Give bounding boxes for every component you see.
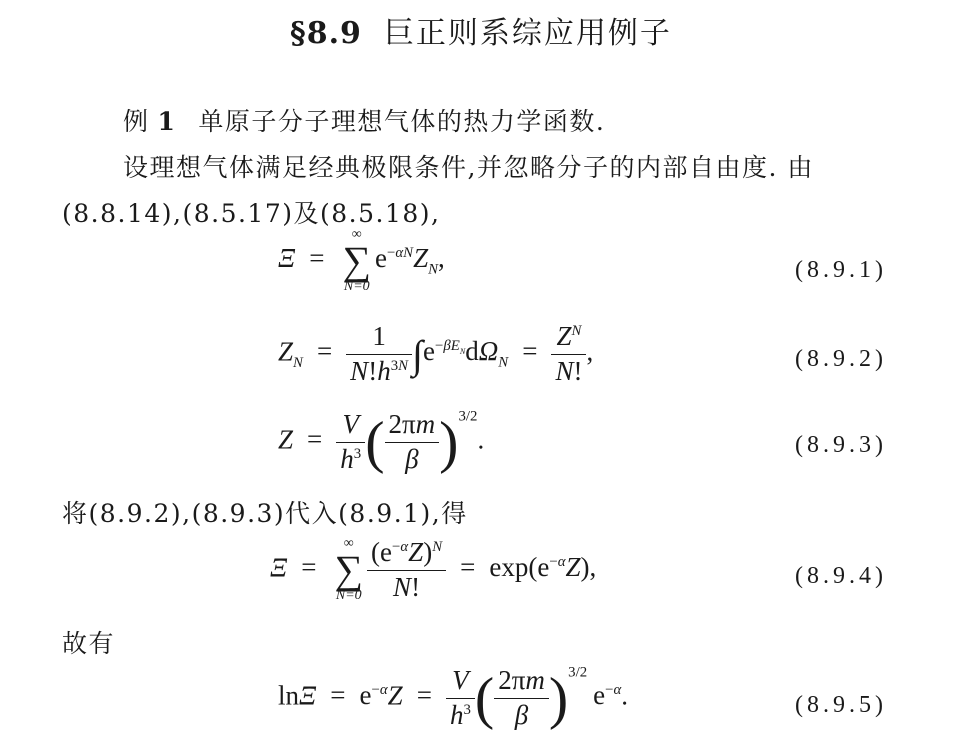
example-title: 单原子分子理想气体的热力学函数. [198, 107, 606, 136]
equation-8-9-5: $\ln\Xi = e^{-\alpha}Z$ = $\frac{V}{h^3}$ ( $\frac{2\pi m}{\beta}$ )$^{3/2}e^{-\alpha}$. [278, 664, 629, 731]
equation-8-9-3: Z = $\frac{V}{h^3}$ ( $\frac{2\pi m}{\beta}$ )$^{3/2}$. [278, 408, 485, 475]
equation-8-9-2: $Z_N$ = $\frac{1}{N!h^{3N}}$ $\int e^{-\beta E_N}d\Omega_N$ = $\frac{Z^N}{N!}$ , [278, 321, 594, 386]
equation-number-4: (8.9.4) [795, 563, 887, 589]
equation-number-2: (8.9.2) [795, 346, 887, 372]
hence-line: 故有 [62, 629, 116, 658]
section-number: §8.9 [290, 16, 362, 51]
equation-number-1: (8.9.1) [795, 257, 887, 283]
example-label: 例 [123, 107, 150, 136]
intro-line-1: 设理想气体满足经典极限条件,并忽略分子的内部自由度. 由 [123, 153, 814, 182]
equation-number-5: (8.9.5) [795, 692, 887, 718]
section-heading [0, 8, 962, 52]
equation-8-9-1: Ξ = ∞ ∑ N=0 $e^{-\alpha N}Z_N$, [278, 227, 445, 294]
section-title: 巨正则系综应用例子 [383, 16, 672, 51]
intro-line-2: (8.8.14),(8.5.17)及(8.5.18), [62, 199, 441, 228]
example-number: 1 [157, 107, 177, 136]
substitute-line: 将(8.9.2),(8.9.3)代入(8.9.1),得 [62, 499, 468, 528]
example-heading [123, 102, 605, 138]
equation-8-9-4: Ξ = ∞ ∑ N=0 $\frac{(e^{-\alpha}Z)^N}{N!}$ = $\exp(e^{-\alpha}Z)$, [270, 536, 597, 604]
equation-number-3: (8.9.3) [795, 432, 887, 458]
